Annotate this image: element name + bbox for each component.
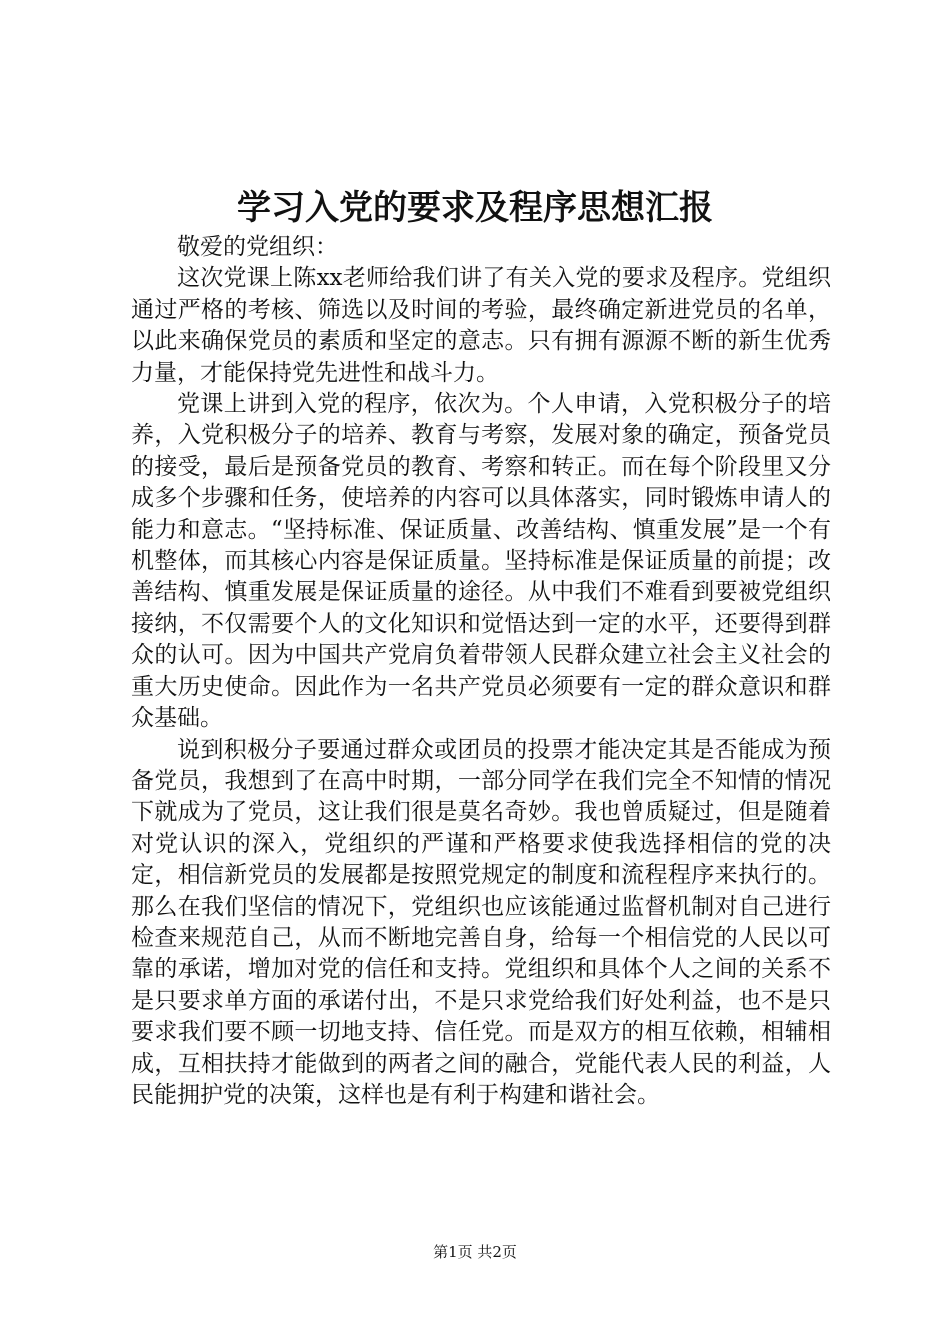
salutation: 敬爱的党组织： [177,234,338,260]
paragraph-3: 说到积极分子要通过群众或团员的投票才能决定其是否能成为预备党员，我想到了在高中时期，一部分同学在我们完全不知情的情况下就成为了党员，这让我们很是莫名奇妙。我也曾质疑过，但是随着对党认识的深入，党组织的严谨和严格要求使我选择相信的党的决定，相信新党员的发展都是按照党规定的制度和流程程序来执行的。那么在我们坚信的情况下，党组织也应该能通过监督机制对自己进行检查来规范自己，从而不断地完善自身，给每一个相信党的人民以可靠的承诺，增加对党的信任和支持。党组织和具体个人之间的关系不是只要求单方面的承诺付出，不是只求党给我们好处利益，也不是只要求我们要不顾一切地支持、信任党。而是双方的相互依赖，相辅相成，互相扶持才能做到的两者之间的融合，党能代表人民的利益，人民能拥护党的决策，这样也是有利于构建和谐社会。 [131,736,831,1108]
document-title: 学习入党的要求及程序思想汇报 [237,188,713,228]
paragraph-1: 这次党课上陈xx老师给我们讲了有关入党的要求及程序。党组织通过严格的考核、筛选以及时间的考验，最终确定新进党员的名单，以此来确保党员的素质和坚定的意志。只有拥有源源不断的新生优秀力量，才能保持党先进性和战斗力。 [131,265,831,386]
paragraph-2: 党课上讲到入党的程序，依次为。个人申请，入党积极分子的培养，入党积极分子的培养、教育与考察，发展对象的确定，预备党员的接受，最后是预备党员的教育、考察和转正。而在每个阶段里又分成多个步骤和任务，使培养的内容可以具体落实，同时锻炼申请人的能力和意志。“坚持标准、保证质量、改善结构、慎重发展”是一个有机整体，而其核心内容是保证质量。坚持标准是保证质量的前提；改善结构、慎重发展是保证质量的途径。从中我们不难看到要被党组织接纳，不仅需要个人的文化知识和觉悟达到一定的水平，还要得到群众的认可。因为中国共产党肩负着带领人民群众建立社会主义社会的重大历史使命。因此作为一名共产党员必须要有一定的群众意识和群众基础。 [131,391,831,732]
page-footer: 第1页 共2页 [433,1243,517,1261]
document-body [131,232,831,1111]
